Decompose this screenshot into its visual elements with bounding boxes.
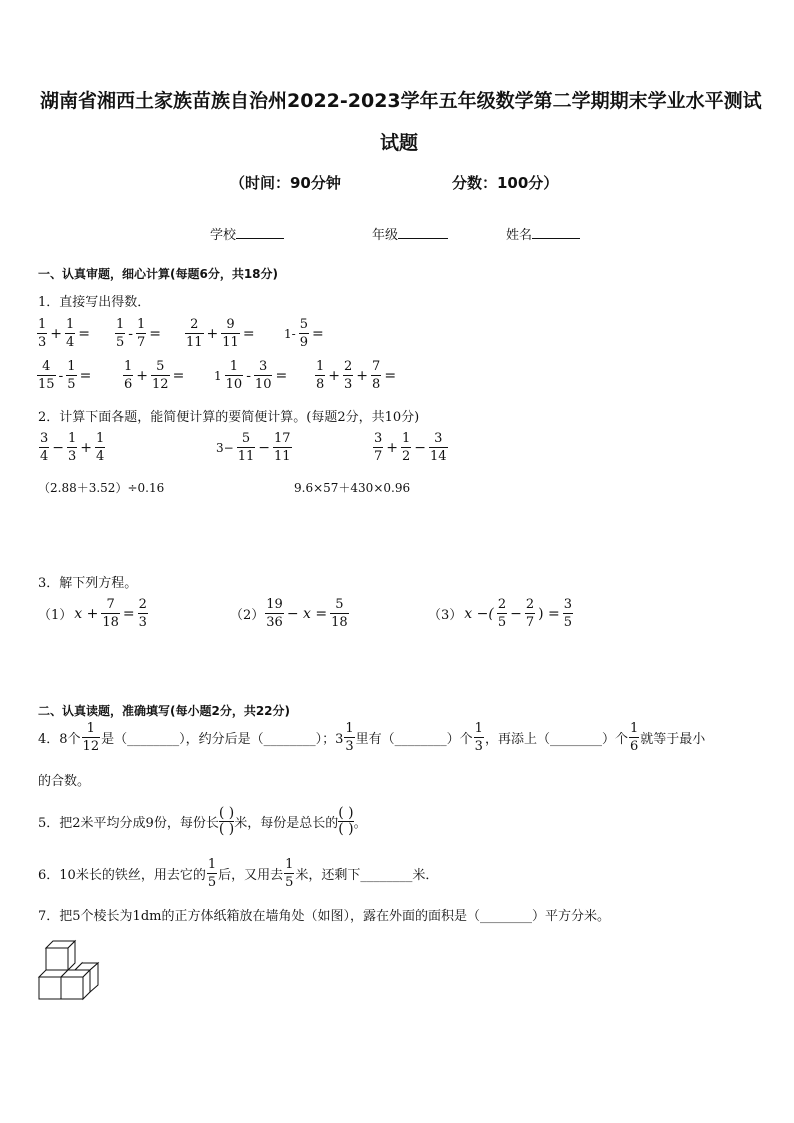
section2-heading: 二、认真读题，准确填写(每小题2分，共22分): [38, 704, 291, 718]
q1-r1-e1: [36, 318, 92, 349]
math-token: 3: [344, 377, 353, 392]
blank-fraction: [338, 806, 353, 836]
math-token: 6: [629, 739, 639, 754]
math-token: =: [79, 367, 92, 384]
q1-r1-e3: [184, 318, 257, 349]
grade-label: 年级: [372, 228, 399, 243]
fraction: [371, 360, 381, 391]
page-title-line1: 湖南省湘西土家族苗族自治州2022-2023学年五年级数学第二学期期末学业水平测试: [40, 90, 762, 112]
fraction: [151, 360, 170, 391]
grade-field: [372, 224, 448, 243]
math-token: =: [172, 367, 185, 384]
math-token: 2: [497, 597, 507, 612]
math-token: 5: [156, 359, 165, 374]
q4-line1: [38, 722, 705, 753]
math-token: 17: [273, 431, 291, 446]
math-token: ，再添上（________）个: [484, 732, 628, 747]
math-token: 12: [152, 377, 169, 392]
fraction: [265, 598, 284, 629]
math-token: 1: [68, 431, 77, 446]
q6-line: [38, 858, 438, 889]
math-token: 7: [106, 597, 115, 612]
fraction: [284, 858, 294, 889]
math-token: +: [80, 439, 93, 456]
math-token: 11: [222, 335, 239, 350]
math-token: 5: [116, 335, 125, 350]
math-token: 5: [497, 615, 507, 630]
q7-text: 7．把5个棱长为1dm的正方体纸箱放在墙角处（如图），露在外面的面积是（________）平方分米。: [38, 909, 610, 924]
math-token: （2）: [230, 608, 265, 623]
fraction: [629, 722, 639, 753]
math-token: 1: [86, 721, 95, 736]
fraction: [101, 598, 120, 629]
math-token: +: [356, 367, 369, 384]
math-token: 1: [66, 317, 75, 332]
math-token: 后，又用去: [218, 868, 284, 883]
math-token: 1: [207, 857, 217, 872]
math-token: =: [242, 325, 255, 342]
math-token: 9: [226, 317, 235, 332]
fraction: [315, 360, 325, 391]
math-token: +: [206, 325, 219, 342]
math-token: 3: [474, 739, 483, 754]
math-token: =: [149, 325, 162, 342]
math-token: =: [384, 367, 397, 384]
math-token: 11: [273, 449, 291, 464]
fraction: [563, 598, 573, 629]
math-token: 3: [40, 431, 49, 446]
math-token: 3: [345, 739, 354, 754]
q1-r1-e2: [114, 318, 163, 349]
page-title-line2: 试题: [380, 132, 419, 154]
fraction: [221, 318, 240, 349]
math-token: 4: [40, 449, 49, 464]
math-token: 1: [229, 359, 239, 374]
math-token: −: [414, 439, 427, 456]
math-token: （3）: [428, 608, 463, 623]
exam-time: （时间：90分钟: [230, 174, 341, 192]
math-token: =: [311, 325, 324, 342]
math-token: 36: [266, 615, 283, 630]
math-token: 11: [186, 335, 203, 350]
math-token: 7: [374, 449, 383, 464]
math-token: 2: [138, 597, 147, 612]
math-token: 5: [335, 597, 344, 612]
school-blank: [236, 238, 284, 239]
math-token: 8: [372, 377, 381, 392]
math-token: 7: [372, 359, 381, 374]
math-token: +: [136, 367, 149, 384]
math-token: 5: [241, 431, 251, 446]
math-token: 4．8个: [38, 732, 81, 747]
fraction: [123, 360, 133, 391]
math-token: -: [58, 367, 64, 384]
math-token: 3: [563, 597, 573, 612]
section1-heading: 一、认真审题，细心计算(每题6分，共18分): [38, 267, 279, 281]
fraction: [343, 360, 353, 391]
name-label: 姓名: [506, 228, 533, 243]
math-token: 1: [345, 721, 354, 736]
fraction: [429, 432, 448, 463]
q2-e3: [372, 432, 449, 463]
math-token: 2: [190, 317, 199, 332]
math-token: 1: [402, 431, 411, 446]
math-token: 5: [67, 377, 76, 392]
math-token: 5: [563, 615, 573, 630]
q1-r2-e4: [314, 360, 398, 391]
math-token: x −(: [464, 605, 494, 622]
fraction: [67, 432, 77, 463]
fraction: [136, 318, 146, 349]
math-token: ( ): [218, 805, 235, 821]
math-token: 14: [430, 449, 447, 464]
fraction: [82, 722, 101, 753]
fraction: [65, 318, 75, 349]
math-token: −: [510, 605, 522, 622]
fraction: [115, 318, 125, 349]
math-token: 1: [285, 857, 294, 872]
math-token: 2: [525, 597, 535, 612]
math-token: 3: [374, 431, 383, 446]
name-field: [506, 224, 580, 243]
math-token: 2: [344, 359, 353, 374]
math-token: ( ): [338, 805, 354, 821]
fraction: [66, 360, 76, 391]
fraction: [37, 360, 56, 391]
fraction: [344, 722, 354, 753]
fraction: [237, 432, 256, 463]
math-token: 5: [299, 317, 308, 332]
fraction: [225, 360, 244, 391]
math-token: 18: [331, 615, 348, 630]
fraction: [95, 432, 105, 463]
math-token: +: [386, 439, 399, 456]
math-token: +: [328, 367, 341, 384]
math-token: 1: [474, 721, 483, 736]
q4-line2: 的合数。: [38, 774, 91, 789]
q2-e2: [214, 432, 293, 463]
q2-e4: （2.88＋3.52）÷0.16: [38, 481, 165, 495]
fraction: [273, 432, 292, 463]
math-token: 10: [225, 377, 243, 392]
q2-e5: 9.6×57＋430×0.96: [294, 481, 411, 495]
math-token: x +: [74, 605, 99, 622]
math-token: 是（________），约分后是（________）；3: [101, 732, 344, 747]
math-token: 11: [237, 449, 255, 464]
math-token: 15: [38, 377, 55, 392]
math-token: 6: [124, 377, 133, 392]
math-token: 18: [102, 615, 119, 630]
math-token: 3−: [216, 440, 234, 455]
exam-score: 分数：100分）: [452, 174, 559, 192]
math-token: 1: [38, 317, 47, 332]
q3-p2: [230, 598, 350, 629]
fraction: [254, 360, 273, 391]
math-token: 1: [124, 359, 133, 374]
math-token: 3: [259, 359, 268, 374]
school-field: [210, 224, 284, 243]
fraction: [497, 598, 507, 629]
math-token: 3: [434, 431, 443, 446]
math-token: 10: [254, 377, 272, 392]
math-token: −: [52, 439, 65, 456]
school-label: 学校: [210, 228, 237, 243]
fraction: [185, 318, 204, 349]
math-token: 1-: [284, 326, 296, 341]
math-token: 7: [137, 335, 146, 350]
math-token: 1: [116, 317, 125, 332]
fraction: [330, 598, 349, 629]
math-token: ( ): [218, 820, 235, 837]
fraction: [299, 318, 309, 349]
math-token: 1: [629, 721, 639, 736]
math-token: -: [246, 367, 251, 384]
math-token: 1: [67, 359, 76, 374]
math-token: 5: [207, 875, 217, 890]
math-token: 里有（________）个: [355, 732, 473, 747]
math-token: 3: [68, 449, 77, 464]
fraction: [401, 432, 411, 463]
cube-stack-figure: [36, 938, 106, 1004]
math-token: 1: [137, 317, 146, 332]
q2-e1: [38, 432, 106, 463]
math-token: 5．把2米平均分成9份，每份长: [38, 815, 219, 831]
math-token: 8: [316, 377, 325, 392]
blank-fraction: [219, 806, 234, 836]
math-token: −: [258, 439, 270, 456]
math-token: 1: [316, 359, 325, 374]
q1-r2-e1: [36, 360, 93, 391]
math-token: 4: [96, 449, 105, 464]
math-token: （1）: [38, 608, 73, 623]
math-token: 米，还剩下________米．: [295, 868, 439, 883]
math-token: 3: [38, 335, 47, 350]
math-token: 米，每份是总长的: [234, 815, 339, 831]
math-token: =: [78, 325, 91, 342]
math-token: -: [128, 325, 134, 342]
math-token: 12: [82, 739, 100, 754]
fraction: [138, 598, 148, 629]
fraction: [37, 318, 47, 349]
math-token: 1: [96, 431, 105, 446]
q5-line: [38, 806, 367, 836]
q3-p3: [428, 598, 574, 629]
q1-r2-e3: [212, 360, 289, 391]
name-blank: [532, 238, 580, 239]
fraction: [39, 432, 49, 463]
math-token: +: [50, 325, 63, 342]
math-token: 9: [299, 335, 308, 350]
fraction: [474, 722, 484, 753]
math-token: 3: [138, 615, 147, 630]
math-token: ( ): [338, 820, 354, 837]
q1-label: 1．直接写出得数．: [38, 295, 151, 310]
math-token: 19: [266, 597, 283, 612]
math-token: 就等于最小: [640, 732, 706, 747]
math-token: =: [122, 605, 135, 622]
grade-blank: [398, 238, 448, 239]
q2-label: 2．计算下面各题，能简便计算的要简便计算。(每题2分，共10分): [38, 410, 420, 425]
math-token: 6．10米长的铁丝，用去它的: [38, 868, 206, 883]
q1-r1-e4: [282, 318, 326, 349]
q3-label: 3．解下列方程。: [38, 576, 138, 591]
math-token: 。: [353, 815, 367, 831]
fraction: [373, 432, 383, 463]
math-token: =: [275, 367, 288, 384]
math-token: 1: [214, 368, 222, 383]
math-token: 7: [525, 615, 535, 630]
math-token: 4: [42, 359, 51, 374]
math-token: − x =: [286, 605, 328, 622]
math-token: 2: [402, 449, 411, 464]
fraction: [525, 598, 535, 629]
math-token: ) =: [538, 605, 560, 622]
math-token: 4: [66, 335, 75, 350]
fraction: [207, 858, 217, 889]
q1-r2-e2: [122, 360, 186, 391]
math-token: 5: [285, 875, 294, 890]
q3-p1: [38, 598, 149, 629]
